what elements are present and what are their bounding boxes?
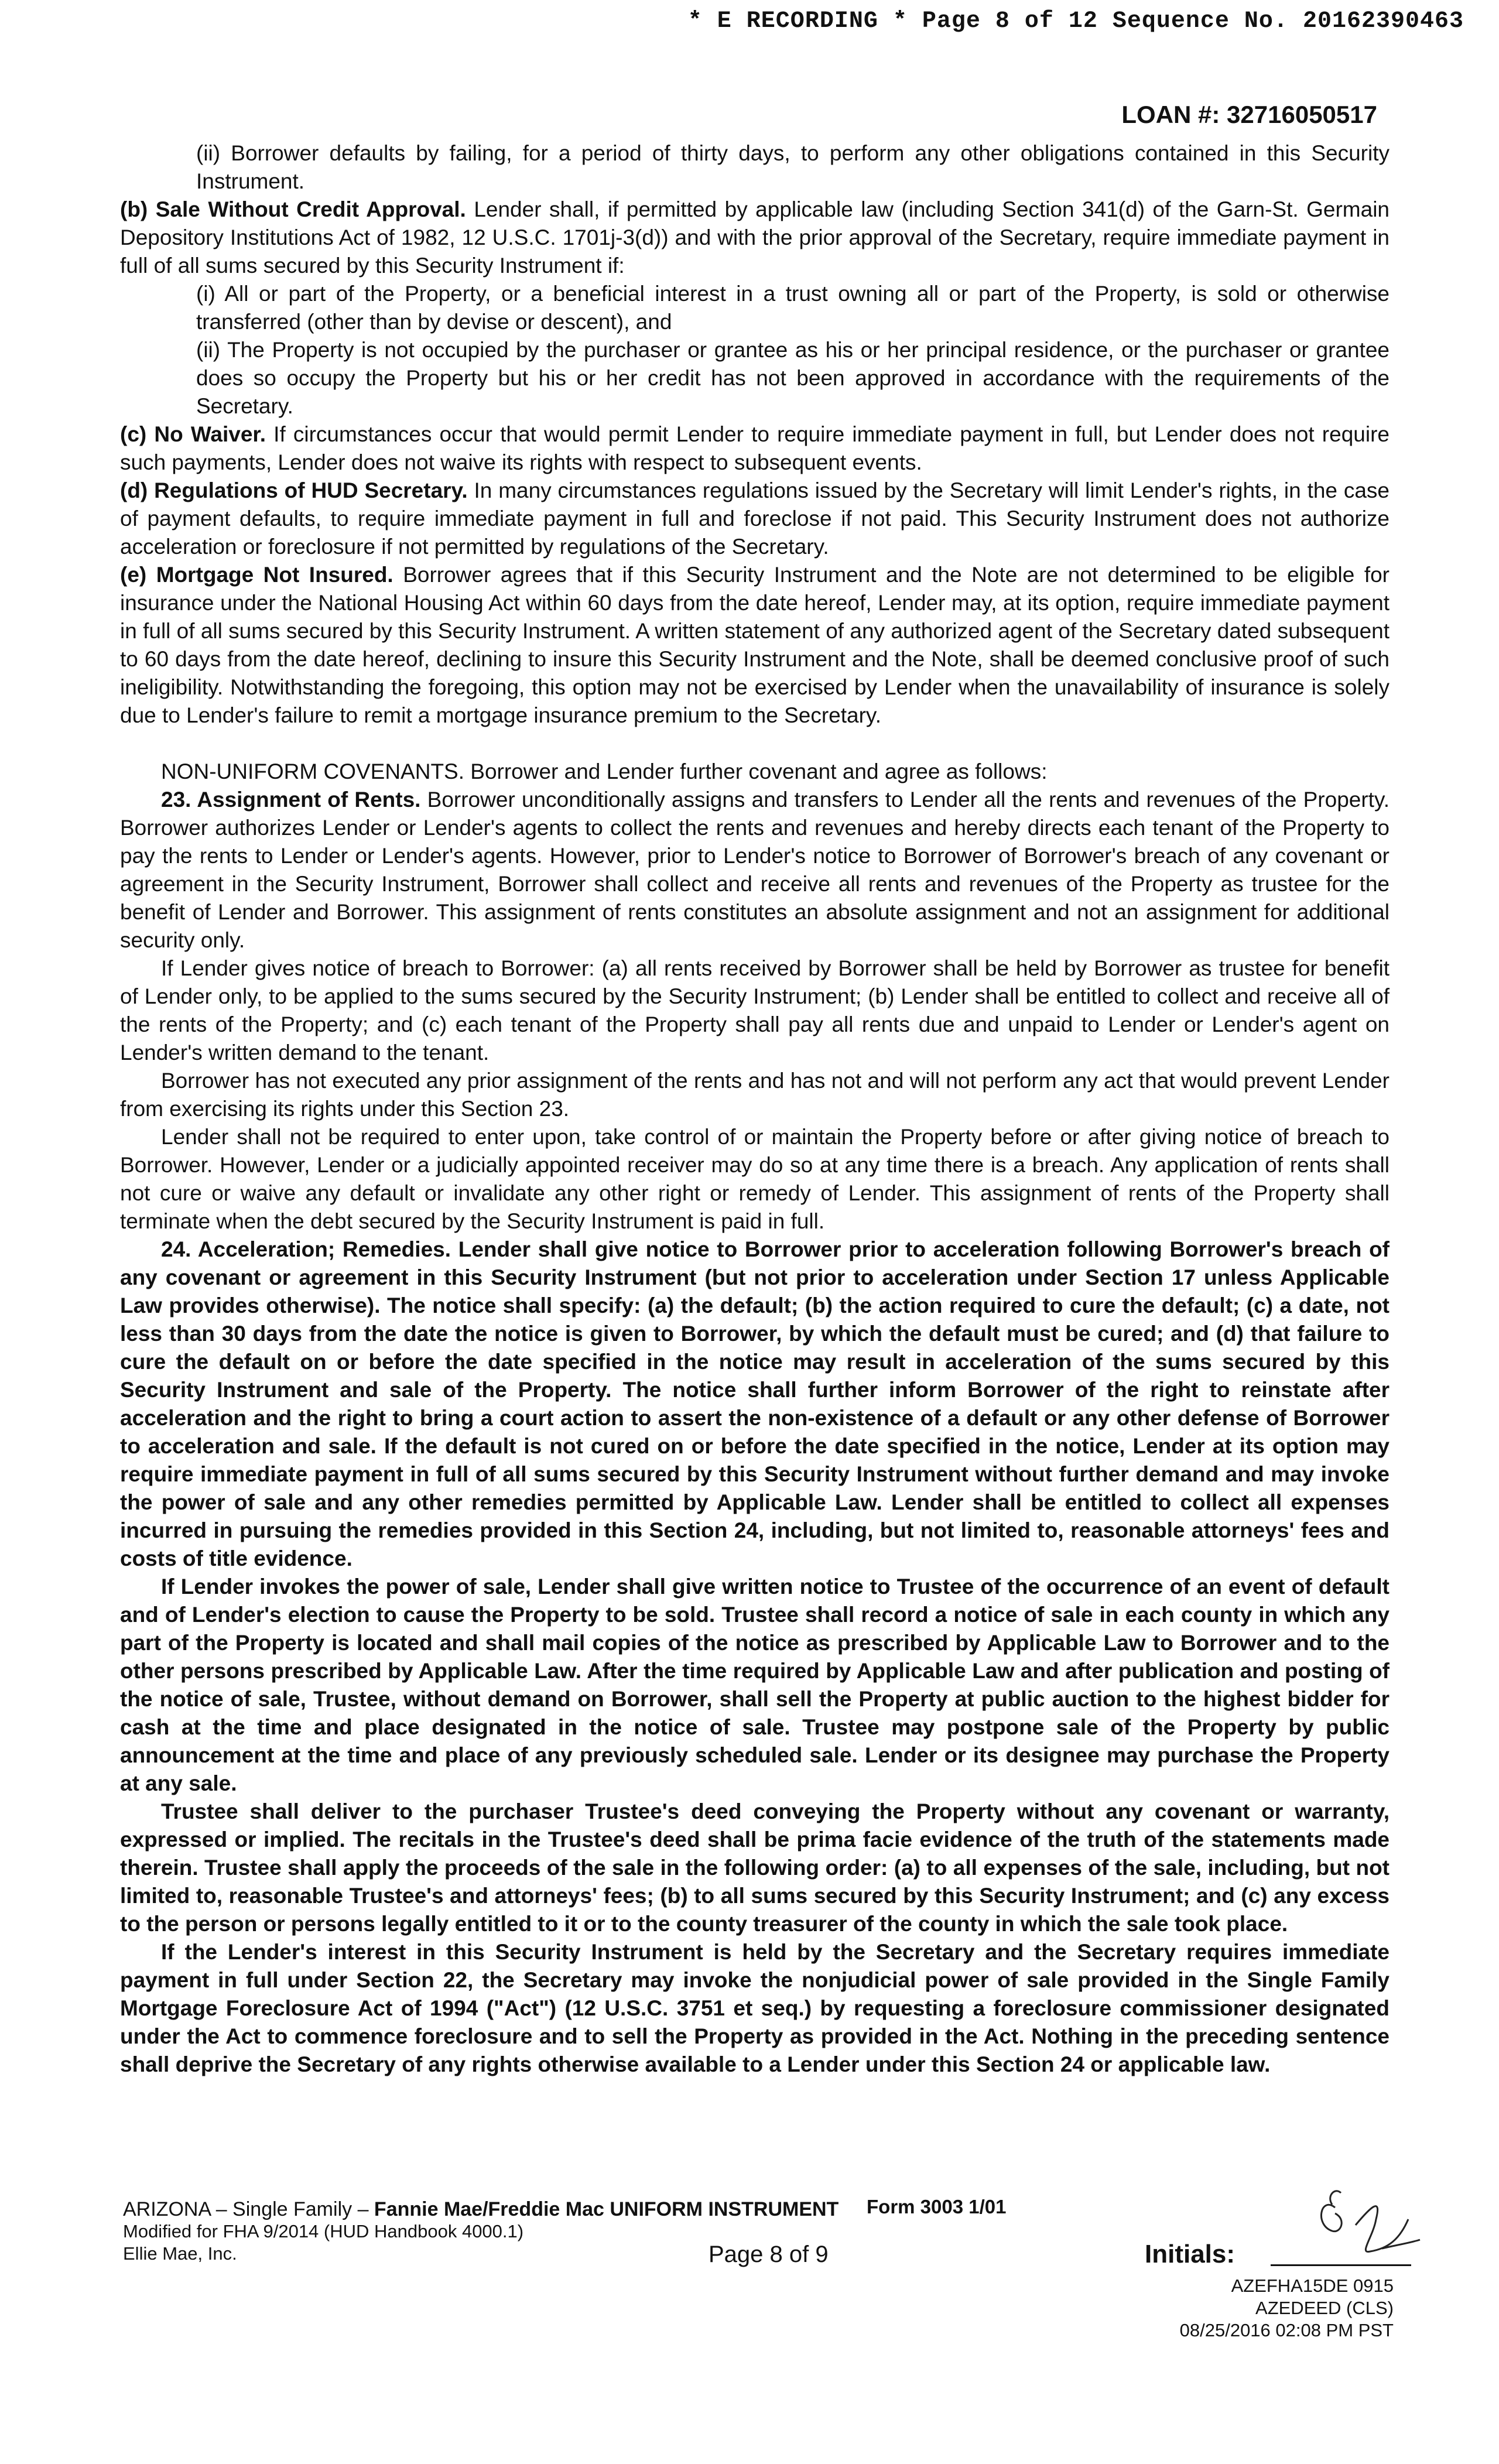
footer-codes (1180, 2275, 1394, 2342)
form-state-prefix: ARIZONA – Single Family – (123, 2198, 374, 2220)
recording-header: * E RECORDING * Page 8 of 12 Sequence No. 20162390463 (687, 8, 1464, 35)
form-number: Form 3003 1/01 (867, 2196, 1007, 2217)
page-number: Page 8 of 9 (709, 2241, 829, 2267)
section-24-paragraph-4: If the Lender's interest in this Security Instrument is held by the Secretary and the Secretary requires immediate payment in full under Section 22, the Secretary may invoke the nonjudicial power of sale provided in the Single Family Mortgage Foreclosure Act of 1994 ("Act") (12 U.S.C. 3751 et seq.) by requesting a foreclosure commissioner designated under the Act to commence foreclosure and to sell the Property as provided in the Act. Nothing in the preceding sentence shall deprive the Secretary of any rights otherwise available to a Lender under this Section 24 or applicable law. (120, 1940, 1390, 2076)
section-24-paragraph-1: 24. Acceleration; Remedies. Lender shall give notice to Borrower prior to acceleration following Borrower's breach of any covenant or agreement in this Security Instrument (but not prior to acceleration under Section 17 unless Applicable Law provides otherwise). The notice shall specify: (a) the default; (b) the action required to cure the default; (c) a date, not less than 30 days from the date the notice is given to Borrower, by which the default must be cured; and (d) that failure to cure the default on or before the date specified in the notice may result in acceleration of the sums secured by this Security Instrument and sale of the Property. The notice shall further inform Borrower of the right to reinstate after acceleration and the right to bring a court action to assert the non-existence of a default or any other defense of Borrower to acceleration and sale. If the default is not cured on or before the date specified in the notice, Lender at its option may require immediate payment in full of all sums secured by this Security Instrument without further demand and may invoke the power of sale and any other remedies permitted by Applicable Law. Lender shall be entitled to collect all expenses incurred in pursuing the remedies provided in this Section 24, including, but not limited to, reasonable attorneys' fees and costs of title evidence. (120, 1237, 1390, 1570)
form-modified-note: Modified for FHA 9/2014 (HUD Handbook 4000.1) (123, 2221, 524, 2241)
section-23-paragraph-2: If Lender gives notice of breach to Borrower: (a) all rents received by Borrower shall be held by Borrower as trustee for benefit of Lender only, to be applied to the sums secured by the Security Instrument; (b) Lender shall be entitled to collect and receive all of the rents of the Property; and (c) each tenant of the Property shall pay all rents due and unpaid to Lender or Lender's agent on Lender's written demand to the tenant. (120, 956, 1390, 1065)
item-ii-borrower-defaults: (ii) Borrower defaults by failing, for a period of thirty days, to perform any other obligations contained in this Security Instrument. (196, 141, 1390, 193)
form-title (123, 2198, 839, 2220)
section-23-text: Borrower unconditionally assigns and transfers to Lender all the rents and revenues of the Property. Borrower authorizes Lender or Lender's agents to collect the rents and revenues and hereby directs each tenant of the Property to pay the rents to Lender or Lender's agents. However, prior to Lender's notice to Borrower of Borrower's breach of any covenant or agreement in the Security Instrument, Borrower shall collect and receive all rents and revenues of the Property as trustee for the benefit of Lender and Borrower. This assignment of rents constitutes an absolute assignment and not an assignment for additional security only. (120, 788, 1390, 952)
section-c (120, 420, 1390, 477)
form-vendor: Ellie Mae, Inc. (123, 2243, 237, 2264)
section-24-paragraph-3: Trustee shall deliver to the purchaser Trustee's deed conveying the Property without any covenant or warranty, expressed or implied. The recitals in the Trustee's deed shall be prima facie evidence of the truth of the statements made therein. Trustee shall apply the proceeds of the sale in the following order: (a) to all expenses of the sale, including, but not limited to, reasonable Trustee's and attorneys' fees; (b) to all sums secured by this Security Instrument; and (c) any excess to the person or persons legally entitled to it or to the county treasurer of the county in which the sale took place. (120, 1799, 1390, 1936)
non-uniform-covenants: NON-UNIFORM COVENANTS. Borrower and Lender further covenant and agree as follows: (161, 759, 1048, 783)
section-23 (120, 786, 1390, 954)
handwritten-initials (1300, 2184, 1423, 2272)
section-b-text: Lender shall, if permitted by applicable law (including Section 341(d) of the Garn-St. Germain Depository Institutions Act of 1982, 12 U.S.C. 1701j-3(d)) and with the prior approval of the Secretary, require immediate payment in full of all sums secured by this Security Instrument if: (120, 197, 1390, 278)
initials-line (1271, 2264, 1411, 2266)
deed-code: AZEDEED (CLS) (1255, 2298, 1394, 2318)
section-e-heading: (e) Mortgage Not Insured. (120, 563, 393, 587)
section-e-text: Borrower agrees that if this Security Instrument and the Note are not determined to be eligible for insurance under the National Housing Act within 60 days from the date hereof, Lender may, at its option, require immediate payment in full of all sums secured by this Security Instrument. A written statement of any authorized agent of the Secretary dated subsequent to 60 days from the date hereof, declining to insure this Security Instrument and the Note, shall be deemed conclusive proof of such ineligibility. Notwithstanding the foregoing, this option may not be exercised by Lender when the unavailability of insurance is solely due to Lender's failure to remit a mortgage insurance premium to the Secretary. (120, 563, 1390, 727)
print-timestamp: 08/25/2016 02:08 PM PST (1179, 2320, 1394, 2340)
section-c-heading: (c) No Waiver. (120, 422, 266, 446)
section-d-text: In many circumstances regulations issued by the Secretary will limit Lender's rights, in the case of payment defaults, to require immediate payment in full and foreclose if not paid. This Security Instrument does not authorize acceleration or foreclosure if not permitted by regulations of the Secretary. (120, 478, 1390, 559)
page-footer (123, 2190, 1394, 2340)
loan-number: LOAN #: 32716050517 (1121, 101, 1377, 128)
form-instrument-title: Fannie Mae/Freddie Mac UNIFORM INSTRUMENT (374, 2198, 839, 2220)
section-d (120, 477, 1390, 561)
section-24-paragraph-2: If Lender invokes the power of sale, Lender shall give written notice to Trustee of the occurrence of an event of default and of Lender's election to cause the Property to be sold. Trustee shall record a notice of sale in each county in which any part of the Property is located and shall mail copies of the notice as prescribed by Applicable Law to Borrower and to the other persons prescribed by Applicable Law. After the time required by Applicable Law and after publication and posting of the notice of sale, Trustee, without demand on Borrower, shall sell the Property at public auction to the highest bidder for cash at the time and place designated in the notice of sale. Trustee may postpone sale of the Property by public announcement at the time and place of any previously scheduled sale. Lender or its designee may purchase the Property at any sale. (120, 1575, 1390, 1795)
section-b-item-i: (i) All or part of the Property, or a beneficial interest in a trust owning all or part of the Property, is sold or otherwise transferred (other than by devise or descent), and (196, 282, 1390, 334)
section-23-heading: 23. Assignment of Rents. (161, 788, 421, 812)
initials-label: Initials: (1145, 2240, 1236, 2268)
section-d-heading: (d) Regulations of HUD Secretary. (120, 478, 468, 502)
section-b-heading: (b) Sale Without Credit Approval. (120, 197, 466, 221)
document-body (120, 139, 1390, 2079)
section-23-paragraph-3: Borrower has not executed any prior assignment of the rents and has not and will not perform any act that would prevent Lender from exercising its rights under this Section 23. (120, 1069, 1390, 1121)
section-b-item-ii: (ii) The Property is not occupied by the purchaser or grantee as his or her principal residence, or the purchaser or grantee does so occupy the Property but his or her credit has not been approved in accordance with the requirements of the Secretary. (196, 338, 1390, 418)
section-23-paragraph-4: Lender shall not be required to enter upon, take control of or maintain the Property before or after giving notice of breach to Borrower. However, Lender or a judicially appointed receiver may do so at any time there is a breach. Any application of rents shall not cure or waive any default or invalidate any other right or remedy of Lender. This assignment of rents of the Property shall terminate when the debt secured by the Security Instrument is paid in full. (120, 1125, 1390, 1233)
section-b (120, 196, 1390, 280)
form-code: AZEFHA15DE 0915 (1231, 2275, 1394, 2296)
section-e (120, 561, 1390, 730)
section-c-text: If circumstances occur that would permit Lender to require immediate payment in full, but Lender does not require such payments, Lender does not waive its rights with respect to subsequent events. (120, 422, 1390, 474)
